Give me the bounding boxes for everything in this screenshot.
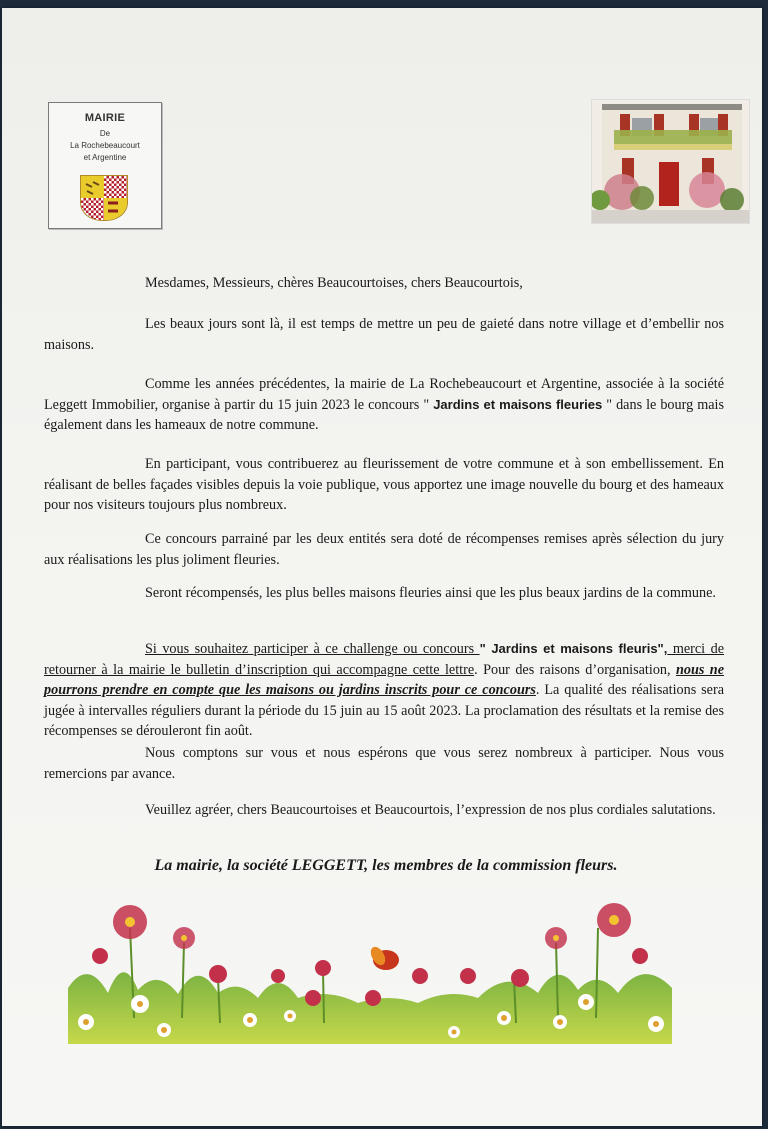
paragraph-4: Ce concours parrainé par les deux entités sera doté de récompenses remises après sélection du jury aux réalisations les plus joliment fleuries. bbox=[44, 531, 724, 568]
coat-of-arms-icon bbox=[80, 175, 128, 221]
paragraph-3: En participant, vous contribuerez au fleurissement de votre commune et à son embellissement. En réalisant de belles façades visibles depuis la voie publique, vous apportez une image nouvelle du bourg et des hameaux pour nos visiteurs toujours plus nombreux. bbox=[44, 456, 724, 513]
mairie-logo bbox=[48, 102, 162, 229]
contest-name-2: " Jardins et maisons fleuris", bbox=[479, 641, 668, 656]
logo-de: De bbox=[99, 129, 111, 138]
logo-town: La Rochebeaucourt bbox=[70, 141, 140, 150]
paragraph-5: Seront récompensés, les plus belles maisons fleuries ainsi que les plus beaux jardins de la commune. bbox=[145, 585, 716, 601]
logo-town-2: et Argentine bbox=[83, 153, 127, 162]
contest-name: Jardins et maisons fleuries bbox=[429, 396, 607, 412]
registration-warning: nous ne pourrons prendre en compte que les maisons ou jardins inscrits pour ce concours bbox=[44, 661, 724, 698]
logo-title: MAIRIE bbox=[84, 112, 126, 124]
flowered-house-facade-image bbox=[591, 99, 750, 224]
letter-page bbox=[2, 8, 762, 1126]
paragraph-2: Comme les années précédentes, la mairie de La Rochebeaucourt et Argentine, associée à la société Leggett Immobilier, organise à partir du 15 juin 2023 le concours " Jardins et maisons fleuries " dans le bourg mais également dans les hameaux de notre commune. bbox=[44, 376, 724, 433]
paragraph-6: Si vous souhaitez participer à ce challenge ou concours " Jardins et maisons fleuris", merci de retourner à la mairie le bulletin d’inscription qui accompagne cette lettre. Pour des raisons d’organisation, nous ne pourrons prendre en compte que les maisons ou jardins inscrits pour ce concours. La qualité des réalisations sera jugée à intervalles réguliers durant la période du 15 juin au 15 août 2023. La proclamation des résultats et la remise des récompenses se dérouleront fin août. bbox=[44, 641, 724, 739]
salutation: Mesdames, Messieurs, chères Beaucourtoises, chers Beaucourtois, bbox=[145, 275, 523, 291]
signature: La mairie, la société LEGGETT, les membres de la commission fleurs. bbox=[154, 857, 618, 874]
paragraph-8: Veuillez agréer, chers Beaucourtoises et Beaucourtois, l’expression de nos plus cordiales salutations. bbox=[145, 802, 716, 818]
paragraph-1: Les beaux jours sont là, il est temps de mettre un peu de gaieté dans notre village et d’embellir nos maisons. bbox=[44, 316, 724, 353]
flower-meadow-illustration bbox=[68, 898, 672, 1044]
bee-icon bbox=[368, 944, 399, 970]
paragraph-7: Nous comptons sur vous et nous espérons que vous serez nombreux à participer. Nous vous remercions par avance. bbox=[44, 745, 724, 782]
